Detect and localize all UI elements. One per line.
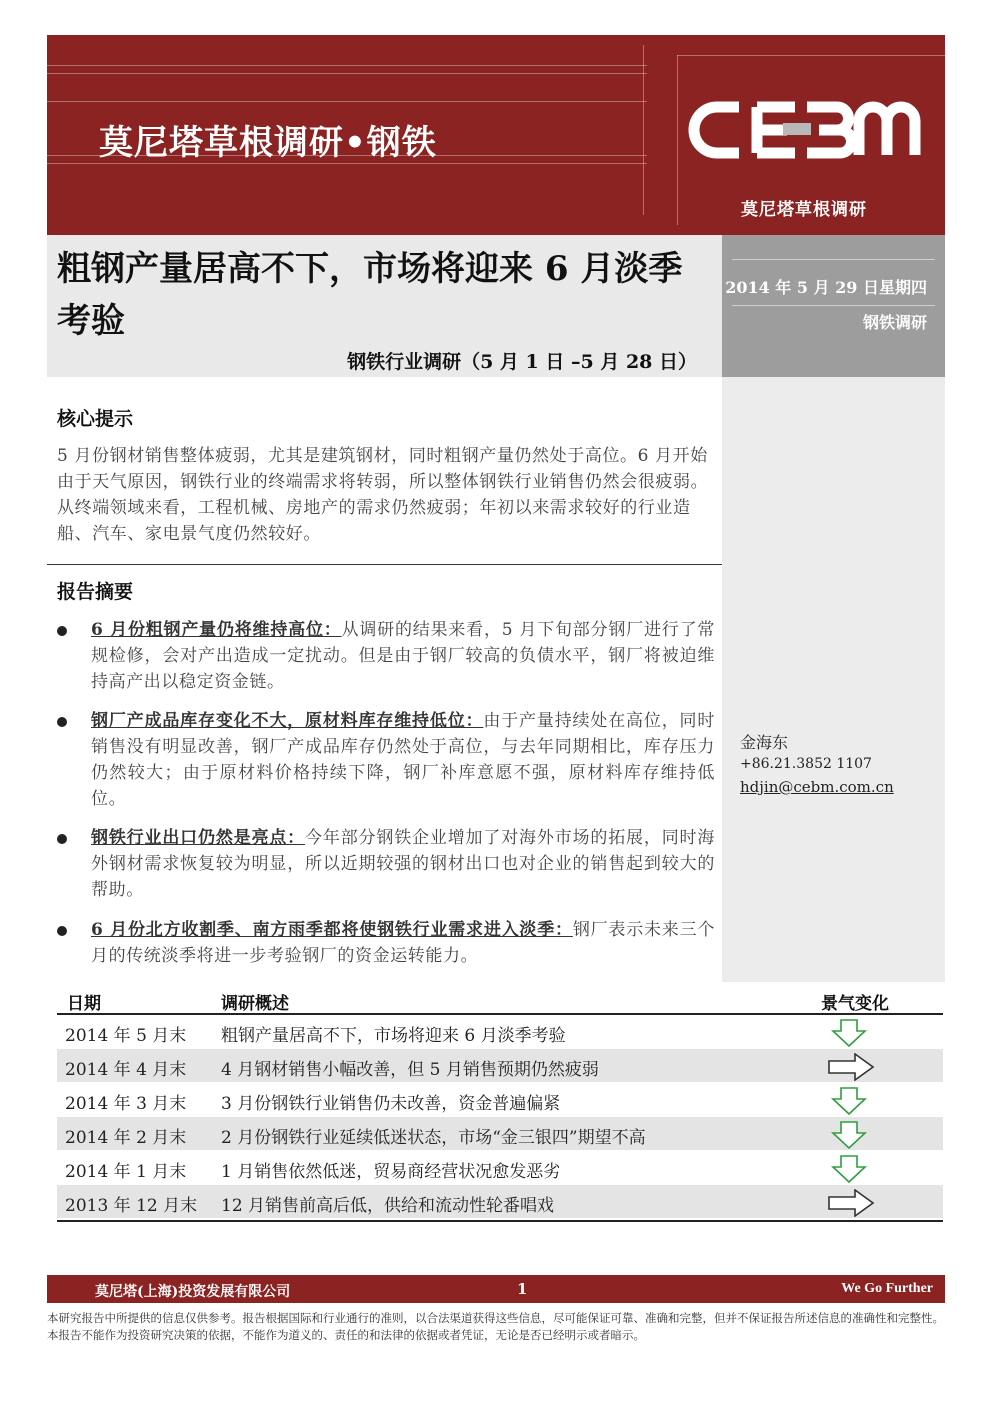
row-date: 2013 年 12 月末: [65, 1196, 198, 1216]
core-body: 5 月份钢材销售整体疲弱，尤其是建筑钢材，同时粗钢产量仍然处于高位。6 月开始由于天气原因，钢铁行业的终端需求将转弱，所以整体钢铁行业销售仍然会很疲弱。从终端领域来看，工程机械、房地产的需求仍然疲弱；年初以来需求较好的行业造船、汽车、家电景气度仍然较好。: [57, 446, 709, 544]
table-row: [57, 1117, 943, 1151]
divider: [732, 259, 935, 260]
analyst-email-link[interactable]: hdjin@cebm.com.cn: [740, 778, 894, 796]
analyst-name: 金海东: [740, 733, 789, 752]
bullet-text: 由于产量持续处在高位，同时销售没有明显改善，钢厂产成品库存仍然处于高位，与去年同期相比，库存压力仍然较大；由于原材料价格持续下降，钢厂补库意愿不强，原材料库存维持低位。: [91, 711, 715, 809]
report-subtitle: 钢铁行业调研（5 月 1 日 –5 月 28 日）: [347, 351, 697, 373]
table-row: [57, 1151, 943, 1185]
bullet-dot-icon: [57, 717, 67, 727]
footer-bar: [47, 1275, 945, 1303]
cebm-logo-mark: [687, 95, 927, 165]
row-summary: 3 月份钢铁行业销售仍未改善，资金普遍偏紧: [221, 1094, 561, 1114]
row-summary: 12 月销售前高后低，供给和流动性轮番唱戏: [221, 1196, 555, 1216]
logo-subtitle: 莫尼塔草根调研: [741, 200, 867, 220]
sidebar: [722, 377, 945, 982]
bullet-dot-icon: [57, 626, 67, 636]
bullet-dot-icon: [57, 926, 67, 936]
arrow-down-icon: [827, 1155, 871, 1188]
history-table: [57, 985, 943, 1219]
divider: [732, 305, 935, 306]
row-date: 2014 年 3 月末: [65, 1094, 187, 1114]
report-title: 粗钢产量居高不下，市场将迎来 6 月淡季考验: [57, 249, 683, 341]
bullet-highlight: 6 月份北方收割季、南方雨季都将使钢铁行业需求进入淡季：: [91, 920, 573, 940]
footer-slogan: We Go Further: [841, 1281, 933, 1296]
arrow-right-icon: [827, 1053, 875, 1086]
table-row: [57, 1049, 943, 1083]
header-banner: [47, 35, 945, 235]
summary-bullet: [57, 825, 715, 903]
bullet-text: 钢厂表示未来三个月的传统淡季将进一步考验钢厂的资金运转能力。: [91, 920, 715, 966]
table-header: [57, 985, 943, 1015]
bullet-dot-icon: [57, 834, 67, 844]
summary-bullet: [57, 617, 715, 695]
header-date: 日期: [67, 994, 101, 1014]
cebm-logo: [687, 95, 937, 225]
row-summary: 1 月销售依然低迷，贸易商经营状况愈发恶劣: [221, 1162, 561, 1182]
bullet-highlight: 钢铁行业出口仍然是亮点：: [91, 828, 306, 848]
date-block: [722, 235, 945, 377]
table-bottom-rule: [57, 1220, 943, 1222]
footer-company: 莫尼塔(上海)投资发展有限公司: [95, 1284, 291, 1300]
bullet-text: 今年部分钢铁企业增加了对海外市场的拓展，同时海外钢材需求恢复较为明显，所以近期较强的钢材出口也对企业的销售起到较大的帮助。: [91, 828, 715, 900]
arrow-down-icon: [827, 1019, 871, 1052]
row-date: 2014 年 1 月末: [65, 1162, 187, 1182]
summary-heading: 报告摘要: [57, 581, 134, 603]
arrow-right-icon: [827, 1189, 875, 1222]
summary-bullet: [57, 917, 715, 969]
table-body: [57, 1015, 943, 1219]
analyst-phone: +86.21.3852 1107: [740, 756, 872, 772]
page-number: 1: [517, 1280, 528, 1298]
arrow-down-icon: [827, 1087, 871, 1120]
summary-bullet: [57, 708, 715, 812]
title-block: [47, 235, 722, 377]
header-trend: 景气变化: [821, 994, 889, 1014]
core-heading: 核心提示: [57, 408, 134, 430]
bullet-text: 从调研的结果来看，5 月下旬部分钢厂进行了常规检修，会对产出造成一定扰动。但是由于钢厂较高的负债水平，钢厂将被迫维持高产出以稳定资金链。: [91, 620, 715, 692]
bullet-highlight: 钢厂产成品库存变化不大，原材料库存维持低位：: [91, 711, 484, 731]
bullet-highlight: 6 月份粗钢产量仍将维持高位：: [91, 620, 342, 640]
report-category: 钢铁调研: [862, 313, 927, 332]
brand-title: 莫尼塔草根调研•钢铁: [99, 123, 437, 163]
row-date: 2014 年 2 月末: [65, 1128, 187, 1148]
section-divider: [47, 564, 722, 565]
header-summary: 调研概述: [221, 994, 289, 1014]
arrow-down-icon: [827, 1121, 871, 1154]
row-summary: 2 月份钢铁行业延续低迷状态，市场“金三银四”期望不高: [221, 1128, 646, 1148]
table-row: [57, 1083, 943, 1117]
report-date: 2014 年 5 月 29 日星期四: [725, 278, 927, 297]
table-row: [57, 1185, 943, 1219]
row-date: 2014 年 4 月末: [65, 1060, 187, 1080]
row-summary: 粗钢产量居高不下，市场将迎来 6 月淡季考验: [221, 1026, 566, 1046]
row-summary: 4 月钢材销售小幅改善，但 5 月销售预期仍然疲弱: [221, 1060, 599, 1080]
disclaimer: 本研究报告中所提供的信息仅供参考。报告根据国际和行业通行的准则，以合法渠道获得这些信息，尽可能保证可靠、准确和完整，但并不保证报告所述信息的准确性和完整性。本报告不能作为投资研究决策的依据，不能作为道义的、责任的和法律的依据或者凭证，无论是否已经明示或者暗示。: [47, 1311, 944, 1342]
row-date: 2014 年 5 月末: [65, 1026, 187, 1046]
table-row: [57, 1015, 943, 1049]
